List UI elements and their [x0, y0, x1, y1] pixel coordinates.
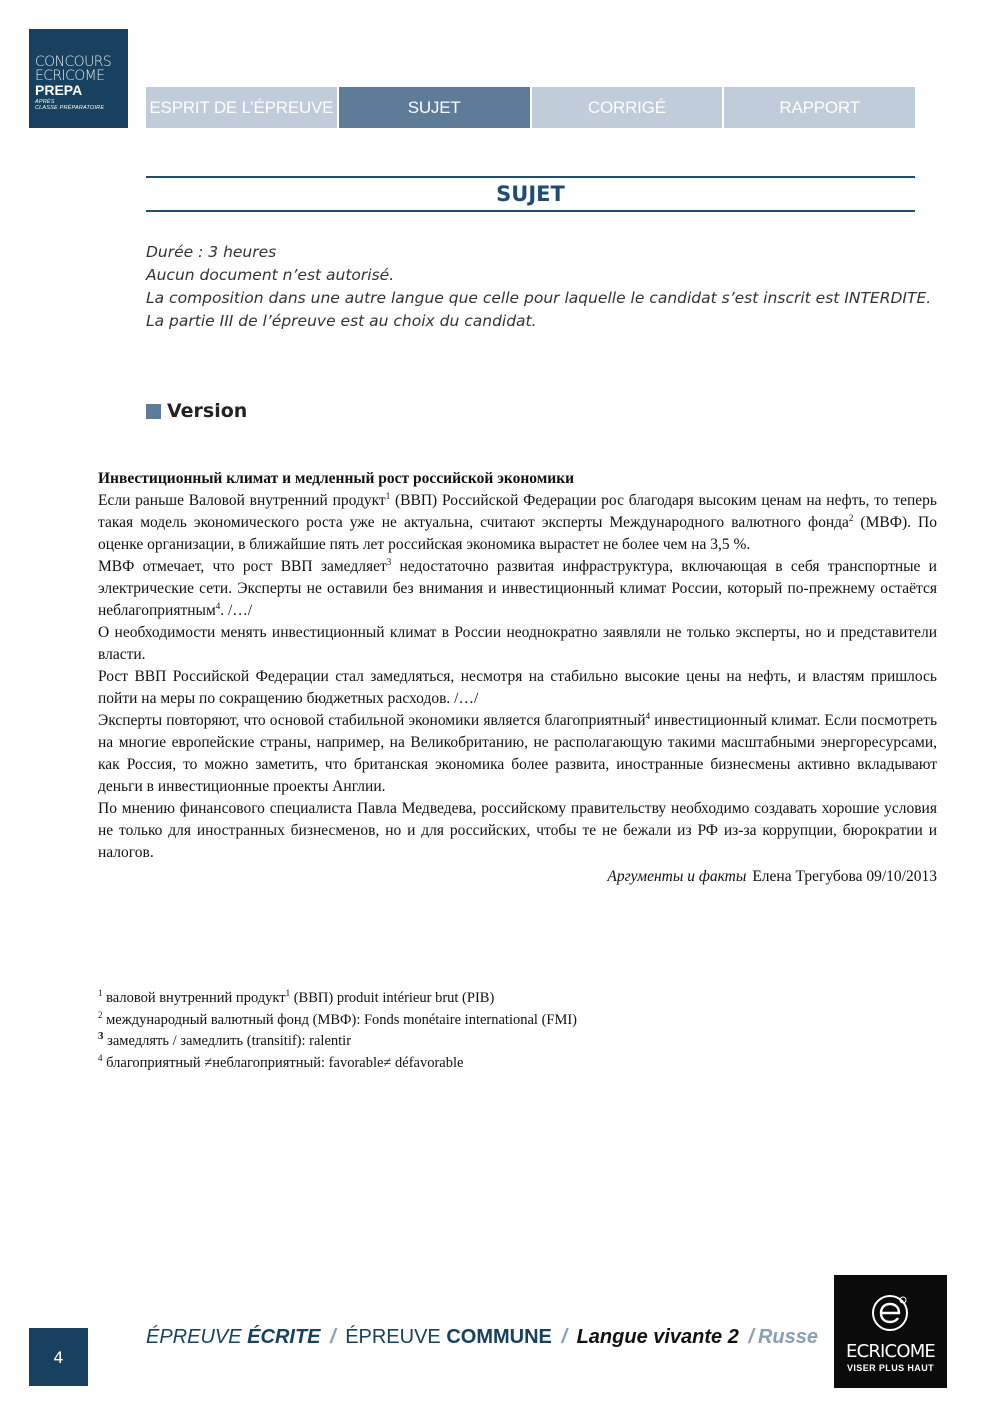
article-title: Инвестиционный климат и медленный рост российской экономики: [98, 470, 575, 487]
article-paragraph: Если раньше Валовой внутренний продукт$^1$ (ВВП) Российской Федерации рос благодаря высоким ценам на нефть, то теперь такая модель экономического роста уже не актуальна, считают эксперты Международного валютного фонда$^2$ (МВФ). По оценке организации, в ближайшие пять лет российская экономика вырастет не более чем на 3,5 %.: [98, 490, 937, 553]
article-paragraph: По мнению финансового специалиста Павла Медведева, российскому правительству необходимо создавать хорошие условия не только для иностранных бизнесменов, но и для российских, чтобы те не бежали из РФ из-за коррупции, бюрократии и налогов.: [98, 800, 937, 861]
footnote: $^4$ благоприятный ≠неблагоприятный: favorable≠ défavorable: [98, 1052, 464, 1071]
logo-apres: APRÈS: [35, 99, 55, 105]
brand-tagline: VISER PLUS HAUT: [846, 1363, 934, 1373]
logo-classe: CLASSE PRÉPARATOIRE: [35, 105, 105, 112]
instruction-line: Aucun document n’est autorisé.: [146, 266, 395, 284]
tab-rapport[interactable]: RAPPORT: [724, 87, 915, 128]
concours-logo: [29, 29, 128, 128]
instruction-line: La composition dans une autre langue que celle pour laquelle le candidat s’est inscrit est INTERDITE.: [146, 289, 932, 307]
article-paragraph: О необходимости менять инвестиционный климат в России неоднократно заявляли не только эксперты, но и представители власти.: [98, 624, 937, 663]
footnote: $^2$ международный валютный фонд (МВФ): Fonds monétaire international (FMI): [98, 1009, 578, 1028]
footnotes: [98, 988, 577, 1074]
article-paragraph: Эксперты повторяют, что основой стабильной экономики является благоприятный$^4$ инвестиционный климат. Если посмотреть на многие европейские страны, например, на Великобританию, не располагающую такими масштабными энергоресурсами, как Россия, то можно заметить, что британская экономика более развита, иностранные бизнесмены активно вкладывают деньги в инвестиционные проекты Англии.: [98, 710, 938, 795]
tab-esprit[interactable]: ESPRIT DE L’ÉPREUVE: [146, 87, 337, 128]
tab-sujet[interactable]: SUJET: [339, 87, 530, 128]
section-heading-label: Version: [167, 400, 248, 422]
page-title: SUJET: [146, 176, 915, 212]
ecricome-e-icon: [870, 1291, 912, 1333]
section-heading: [146, 400, 247, 422]
article-text: [98, 468, 937, 888]
logo-line-subtitle: [35, 99, 122, 112]
logo-line-concours: CONCOURS: [35, 54, 112, 70]
logo-line-prepa: PREPA: [35, 82, 83, 98]
brand-name: ECRICOME: [846, 1341, 935, 1362]
instruction-line: La partie III de l’épreuve est au choix du candidat.: [146, 312, 537, 330]
square-bullet-icon: [146, 404, 161, 419]
article-source: [98, 866, 937, 888]
source-author: Елена Трегубова 09/10/2013: [752, 868, 937, 885]
article-paragraph: Рост ВВП Российской Федерации стал замедляться, несмотря на стабильно высокие цены на нефть, и властям пришлось пойти на меры по сокращению бюджетных расходов. /…/: [98, 668, 937, 707]
ecricome-brand-logo: [834, 1275, 947, 1388]
article-paragraph: МВФ отмечает, что рост ВВП замедляет$^3$ недостаточно развитая инфраструктура, включающая в себя транспортные и электрические сети. Эксперты не оставили без внимания и инвестиционный климат России, который по-прежнему остаётся неблагоприятным$^4$. /…/: [98, 556, 937, 619]
exam-instructions: [146, 241, 931, 333]
source-publication: Аргументы и факты: [607, 868, 747, 885]
footer-exam-label: ÉPREUVE ÉCRITE / ÉPREUVE COMMUNE / Langue vivante 2 / Russe: [146, 1326, 819, 1348]
tab-corrige[interactable]: CORRIGÉ: [532, 87, 723, 128]
section-tabs: [146, 87, 915, 128]
footnote: $^1$ валовой внутренний продукт$^1$ (ВВП) produit intérieur brut (PIB): [98, 988, 495, 1006]
footnote: $^3$ замедлять / замедлить (transitif): ralentir: [98, 1030, 352, 1049]
instruction-line: Durée : 3 heures: [146, 243, 277, 261]
logo-line-ecricome: ECRICOME: [35, 68, 105, 84]
page-number: 4: [29, 1328, 88, 1386]
